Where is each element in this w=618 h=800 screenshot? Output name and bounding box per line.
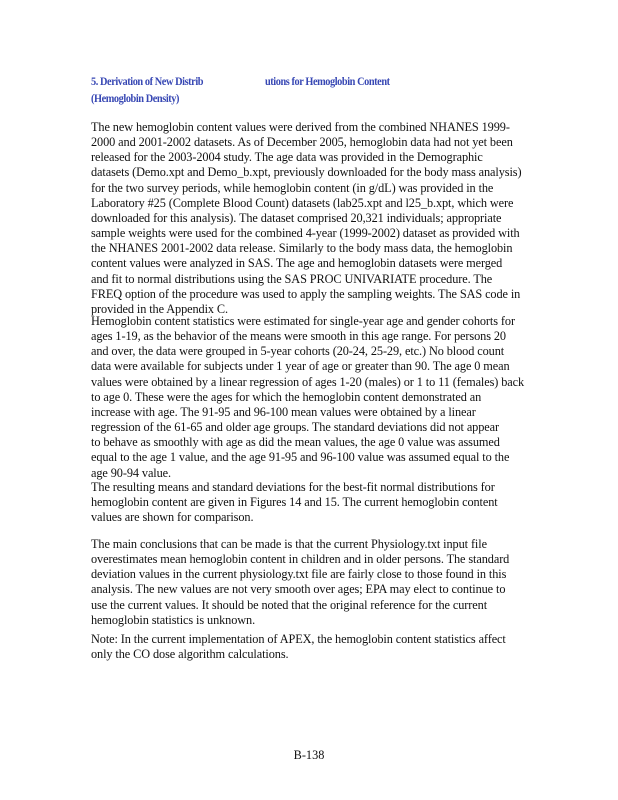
text-line: The new hemoglobin content values were derived from the combined NHANES 1999- bbox=[91, 120, 510, 134]
text-line: overestimates mean hemoglobin content in children and in older persons. The standard bbox=[91, 552, 510, 567]
text-line: values were obtained by a linear regression of ages 1-20 (males) or 1 to 11 (females) back bbox=[91, 374, 525, 389]
text-line: analysis. The new values are not very smooth over ages; EPA may elect to continue to bbox=[91, 582, 506, 597]
text-line: values are shown for comparison. bbox=[91, 510, 254, 525]
text-line: released for the 2003-2004 study. The age data was provided in the Demographic bbox=[91, 150, 483, 165]
text-line: the NHANES 2001-2002 data release. Similarly to the body mass data, the hemoglobin bbox=[91, 241, 513, 256]
text-line: and fit to normal distributions using the SAS PROC UNIVARIATE procedure. The bbox=[91, 271, 493, 286]
page-number: B-138 bbox=[293, 748, 325, 762]
section-heading-line-2: (Hemoglobin Density) bbox=[91, 91, 180, 105]
text-line: The resulting means and standard deviations for the best-fit normal distributions for bbox=[91, 480, 495, 494]
text-line: use the current values. It should be noted that the original reference for the current bbox=[91, 597, 488, 612]
text-line: downloaded for this analysis). The dataset comprised 20,321 individuals; appropriate bbox=[91, 210, 502, 225]
text-line: provided in the Appendix C. bbox=[91, 301, 228, 316]
paragraph-results bbox=[91, 480, 561, 525]
text-line: 2000 and 2001-2002 datasets. As of December 2005, hemoglobin data had not yet been bbox=[91, 135, 513, 150]
text-line: The main conclusions that can be made is that the current Physiology.txt input file bbox=[91, 537, 487, 551]
text-line: datasets (Demo.xpt and Demo_b.xpt, previously downloaded for the body mass analysis) bbox=[91, 165, 522, 180]
text-line: to age 0. These were the ages for which the hemoglobin content demonstrated an bbox=[91, 389, 482, 404]
paragraph-note bbox=[91, 632, 561, 662]
text-line: FREQ option of the procedure was used to apply the sampling weights. The SAS code in bbox=[91, 286, 521, 301]
text-line: sample weights were used for the combined 4-year (1999-2002) dataset as provided with bbox=[91, 226, 520, 241]
paragraph-conclusions bbox=[91, 537, 561, 628]
paragraph-statistics bbox=[91, 314, 561, 481]
text-line: regression of the 61-65 and older age groups. The standard deviations did not appear bbox=[91, 420, 499, 435]
text-line: only the CO dose algorithm calculations. bbox=[91, 647, 289, 662]
text-line: data were available for subjects under 1 year of age or greater than 90. The age 0 mean bbox=[91, 359, 510, 374]
text-line: deviation values in the current physiology.txt file are fairly close to those found in this bbox=[91, 567, 507, 582]
text-line: hemoglobin content are given in Figures 14 and 15. The current hemoglobin content bbox=[91, 495, 498, 510]
text-line: equal to the age 1 value, and the age 91-95 and 96-100 value was assumed equal to the bbox=[91, 450, 510, 465]
section-heading-line-1 bbox=[91, 73, 487, 90]
text-line: hemoglobin statistics is unknown. bbox=[91, 612, 256, 627]
section-heading-part-1: 5. Derivation of New Distrib bbox=[91, 74, 204, 88]
text-line: increase with age. The 91-95 and 96-100 mean values were obtained by a linear bbox=[91, 404, 476, 419]
text-line: for the two survey periods, while hemoglobin content (in g/dL) was provided in the bbox=[91, 180, 494, 195]
text-line: Hemoglobin content statistics were estimated for single-year age and gender cohorts for bbox=[91, 314, 515, 328]
paragraph-data-sources bbox=[91, 120, 561, 317]
text-line: and over, the data were grouped in 5-year cohorts (20-24, 25-29, etc.) No blood count bbox=[91, 344, 505, 359]
text-line: Note: In the current implementation of APEX, the hemoglobin content statistics affect bbox=[91, 632, 506, 646]
section-heading-part-2: utions for Hemoglobin Content bbox=[264, 74, 390, 88]
text-line: age 90-94 value. bbox=[91, 465, 172, 480]
text-line: to behave as smoothly with age as did the mean values, the age 0 value was assumed bbox=[91, 435, 500, 450]
section-heading bbox=[91, 73, 487, 107]
text-line: content values were analyzed in SAS. The age and hemoglobin datasets were merged bbox=[91, 256, 503, 271]
text-line: Laboratory #25 (Complete Blood Count) datasets (lab25.xpt and l25_b.xpt, which were bbox=[91, 195, 514, 210]
text-line: ages 1-19, as the behavior of the means were smooth in this age range. For persons 20 bbox=[91, 329, 506, 344]
